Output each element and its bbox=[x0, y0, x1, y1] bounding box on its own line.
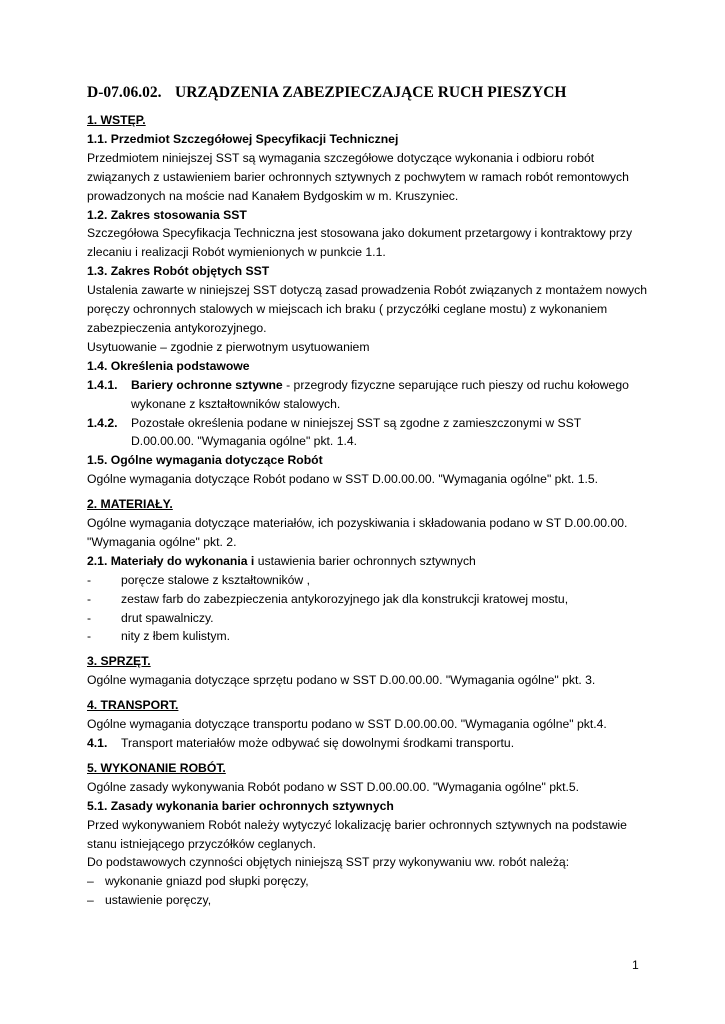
heading-2-1 bbox=[87, 552, 647, 571]
definition-1-4-2-number: 1.4.2. bbox=[87, 415, 118, 430]
section-2-heading: 2. MATERIAŁY. bbox=[87, 497, 173, 512]
list-item-text: zestaw farb do zabezpieczenia antykorozyjnego jak dla konstrukcji kratowej mostu, bbox=[121, 591, 569, 606]
paragraph-1-3-location: Usytuowanie – zgodnie z pierwotnym usytuowaniem bbox=[87, 339, 370, 354]
bullet-mark: – bbox=[87, 874, 94, 889]
section-3-heading: 3. SPRZĘT. bbox=[87, 654, 151, 669]
list-item-text: poręcze stalowe z kształtowników , bbox=[121, 572, 310, 587]
paragraph-1-2: Szczegółowa Specyfikacja Techniczna jest stosowana jako dokument przetargowy i kontraktowy przy zlecaniu i realizacji Robót wymienionych w punkcie 1.1. bbox=[87, 226, 633, 260]
page-number: 1 bbox=[632, 958, 639, 972]
definition-1-4-1-term: Bariery ochronne sztywne bbox=[131, 377, 283, 392]
bullet-mark: - bbox=[87, 572, 92, 587]
paragraph-1-1: Przedmiotem niniejszej SST są wymagania szczegółowe dotyczące wykonania i odbioru robót związanych z ustawieniem barier ochronnych sztywnych z pochwytem w ramach robót remontowych prowadzonych na moście nad Kanałem Bydgoskim w m. Kruszyniec. bbox=[87, 150, 629, 203]
document-page bbox=[87, 84, 647, 910]
heading-1-4: 1.4. Określenia podstawowe bbox=[87, 358, 250, 373]
paragraph-1-3: Ustalenia zawarte w niniejszej SST dotyczą zasad prowadzenia Robót związanych z montażem nowych poręczy ochronnych stalowych w miejscach ich braku ( przyczółki ceglane mostu) z wykonaniem zabezpieczenia antykorozyjnego. bbox=[87, 283, 647, 335]
bullet-mark: – bbox=[87, 893, 94, 908]
item-4-1 bbox=[87, 734, 647, 753]
heading-1-2: 1.2. Zakres stosowania SST bbox=[87, 207, 247, 222]
paragraph-5-1-intro: Do podstawowych czynności objętych niniejszą SST przy wykonywaniu ww. robót należą: bbox=[87, 855, 570, 870]
definition-1-4-2-text: Pozostałe określenia podane w niniejszej SST są zgodne z zamieszczonymi w SST D.00.00.00. "Wymagania ogólne" pkt. 1.4. bbox=[131, 415, 582, 449]
section-4-heading: 4. TRANSPORT. bbox=[87, 698, 179, 713]
definition-1-4-2 bbox=[87, 414, 647, 452]
list-item-text: wykonanie gniazd pod słupki poręczy, bbox=[105, 874, 309, 889]
list-item-text: drut spawalniczy. bbox=[121, 610, 214, 625]
definition-1-4-1-number: 1.4.1. bbox=[87, 377, 118, 392]
title-text: URZĄDZENIA ZABEZPIECZAJĄCE RUCH PIESZYCH bbox=[175, 84, 567, 101]
list-item bbox=[87, 571, 647, 590]
section-1-heading: 1. WSTĘP. bbox=[87, 113, 146, 127]
item-4-1-text: Transport materiałów może odbywać się dowolnymi środkami transportu. bbox=[121, 736, 515, 750]
paragraph-5: Ogólne zasady wykonywania Robót podano w SST D.00.00.00. "Wymagania ogólne" pkt.5. bbox=[87, 779, 580, 794]
heading-2-1-rest: ustawienia barier ochronnych sztywnych bbox=[254, 553, 476, 568]
paragraph-5-1: Przed wykonywaniem Robót należy wytyczyć lokalizację barier ochronnych sztywnych na podstawie stanu istniejącego przyczółków ceglanych. bbox=[87, 817, 627, 851]
heading-1-5: 1.5. Ogólne wymagania dotyczące Robót bbox=[87, 453, 323, 468]
heading-2-1-bold: 2.1. Materiały do wykonania i bbox=[87, 553, 255, 568]
document-title bbox=[87, 84, 647, 102]
list-item bbox=[87, 609, 647, 628]
list-item bbox=[87, 872, 647, 891]
list-item bbox=[87, 627, 647, 646]
bullet-mark: - bbox=[87, 610, 92, 625]
list-item-text: ustawienie poręczy, bbox=[105, 893, 212, 908]
list-item bbox=[87, 590, 647, 609]
paragraph-1-5: Ogólne wymagania dotyczące Robót podano w SST D.00.00.00. "Wymagania ogólne" pkt. 1.5. bbox=[87, 472, 599, 487]
paragraph-2: Ogólne wymagania dotyczące materiałów, ich pozyskiwania i składowania podano w ST D.00.00.00. "Wymagania ogólne" pkt. 2. bbox=[87, 516, 628, 549]
heading-5-1: 5.1. Zasady wykonania barier ochronnych sztywnych bbox=[87, 798, 394, 813]
heading-1-3: 1.3. Zakres Robót objętych SST bbox=[87, 264, 270, 279]
title-code: D-07.06.02. bbox=[87, 84, 162, 101]
bullet-mark: - bbox=[87, 591, 92, 606]
section-5-heading: 5. WYKONANIE ROBÓT. bbox=[87, 760, 226, 775]
list-item bbox=[87, 891, 647, 910]
paragraph-3: Ogólne wymagania dotyczące sprzętu podano w SST D.00.00.00. "Wymagania ogólne" pkt. 3. bbox=[87, 673, 596, 688]
heading-1-1: 1.1. Przedmiot Szczegółowej Specyfikacji Technicznej bbox=[87, 131, 399, 146]
list-item-text: nity z łbem kulistym. bbox=[121, 629, 231, 644]
bullet-mark: - bbox=[87, 629, 92, 644]
item-4-1-number: 4.1. bbox=[87, 736, 108, 750]
paragraph-4: Ogólne wymagania dotyczące transportu podano w SST D.00.00.00. "Wymagania ogólne" pkt.4. bbox=[87, 717, 607, 732]
definition-1-4-1-text: - przegrody fizyczne separujące ruch pieszy od ruchu kołowego wykonane z kształtowników stalowych. bbox=[131, 377, 629, 411]
definition-1-4-1 bbox=[87, 376, 647, 414]
